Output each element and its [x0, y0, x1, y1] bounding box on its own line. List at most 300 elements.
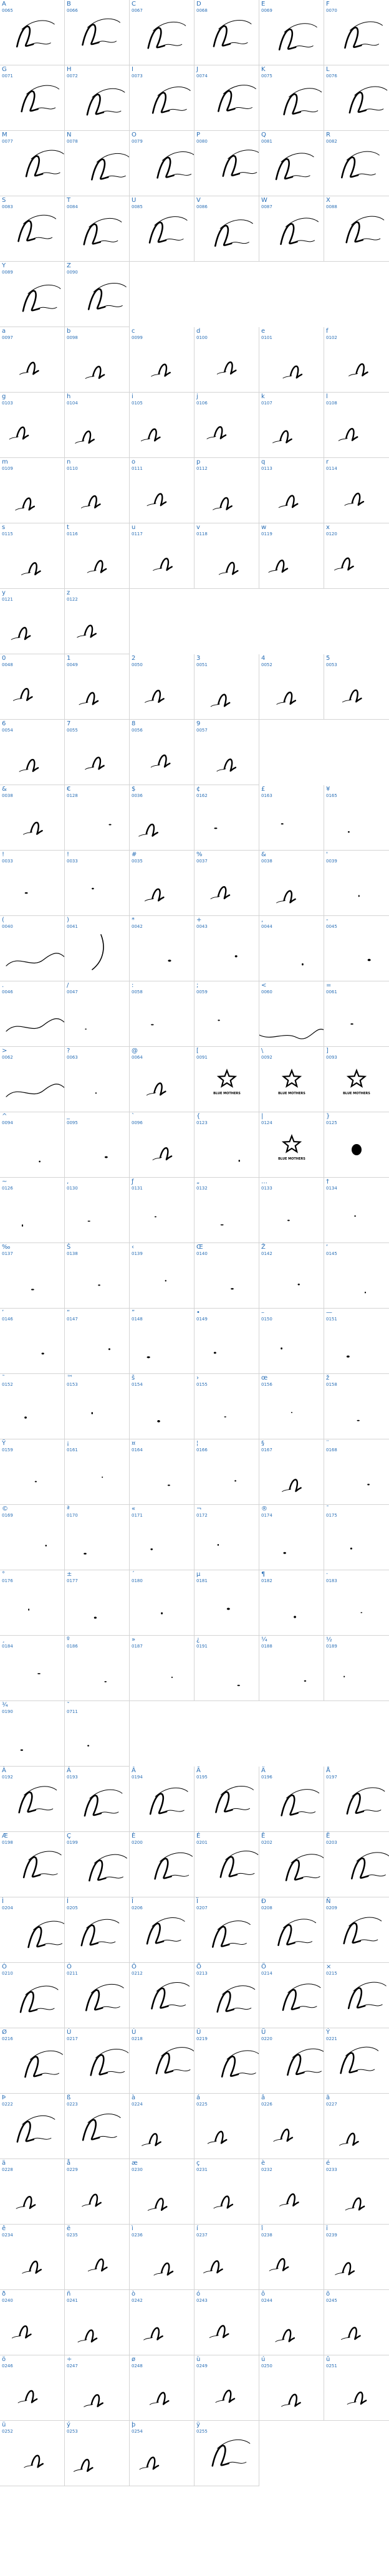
glyph-character: ‚	[67, 1178, 69, 1185]
glyph-character: *	[132, 917, 135, 923]
glyph-code: 0193	[67, 1775, 78, 1780]
glyph-code: 0181	[196, 1578, 208, 1583]
glyph-cell	[259, 196, 324, 262]
glyph-code: 0175	[326, 1513, 337, 1518]
glyph-character: ª	[67, 1505, 70, 1512]
glyph-character: W	[261, 197, 267, 204]
glyph-ink	[345, 22, 382, 48]
glyph-ink	[87, 88, 125, 115]
glyph-ink	[24, 1851, 61, 1877]
glyph-code: 0174	[261, 1513, 272, 1518]
glyph-ink	[85, 366, 104, 378]
glyph-code: 0091	[196, 1055, 208, 1060]
glyph-ink	[142, 2134, 161, 2145]
glyph-cell	[130, 2290, 194, 2355]
glyph-character: S	[2, 197, 6, 204]
glyph-cell	[0, 1832, 65, 1897]
glyph-code: 0124	[261, 1120, 272, 1125]
glyph-character: ñ	[67, 2291, 71, 2297]
glyph-cell	[324, 2290, 389, 2355]
star-label: BLUE MOTHERS	[343, 1092, 370, 1095]
glyph-character: è	[261, 2160, 266, 2167]
glyph-code: 0200	[132, 1840, 143, 1845]
glyph-ink	[18, 2391, 37, 2403]
glyph-code: 0159	[2, 1448, 13, 1453]
glyph-cell	[130, 2094, 194, 2159]
glyph-character: Û	[196, 2029, 201, 2036]
glyph-ink	[92, 935, 103, 970]
glyph-character: •	[196, 1309, 200, 1316]
glyph-character: Q	[261, 131, 266, 138]
glyph-cell	[130, 1963, 194, 2028]
glyph-character: )	[67, 917, 69, 923]
glyph-cell	[0, 1374, 65, 1439]
glyph-cell	[194, 131, 259, 196]
glyph-ink	[216, 2390, 234, 2402]
glyph-code: 0201	[196, 1840, 208, 1845]
glyph-ink	[352, 1144, 362, 1155]
glyph-cell	[0, 2355, 65, 2421]
glyph-code: 0107	[261, 401, 272, 406]
glyph-cell	[130, 1243, 194, 1309]
glyph-character: ‰	[2, 1244, 11, 1251]
glyph-ink	[213, 2440, 250, 2466]
glyph-cell	[0, 1309, 65, 1374]
glyph-code: 0054	[2, 728, 13, 733]
glyph-character: È	[132, 1833, 136, 1839]
glyph-ink	[161, 1612, 163, 1614]
glyph-character: 9	[196, 720, 201, 727]
glyph-cell	[65, 1897, 130, 1963]
glyph-character: ì	[132, 2225, 133, 2232]
glyph-code: 0192	[2, 1775, 13, 1780]
glyph-code: 0155	[196, 1382, 208, 1387]
glyph-ink	[153, 1148, 171, 1160]
glyph-cell	[194, 1374, 259, 1439]
glyph-code: 0073	[132, 74, 143, 79]
glyph-character: ¤	[132, 1440, 136, 1447]
glyph-ink	[78, 2330, 97, 2342]
glyph-cell	[0, 589, 65, 654]
glyph-character: }	[326, 1113, 330, 1120]
glyph-code: 0113	[261, 466, 272, 471]
glyph-code: 0095	[67, 1120, 78, 1125]
glyph-cell	[130, 2225, 194, 2290]
glyph-ink	[148, 2198, 166, 2210]
glyph-code: 0212	[132, 1971, 143, 1976]
glyph-ink	[283, 1984, 320, 2010]
glyph-character: Ã	[196, 1767, 201, 1774]
glyph-code: 0209	[326, 1906, 337, 1911]
glyph-code: 0092	[261, 1055, 272, 1060]
glyph-character: #	[132, 851, 137, 858]
glyph-ink	[150, 1548, 153, 1550]
glyph-character: 0	[2, 655, 6, 662]
glyph-cell	[259, 785, 324, 851]
glyph-character: à	[132, 2094, 136, 2101]
glyph-code: 0249	[196, 2364, 208, 2368]
glyph-character: ê	[2, 2225, 6, 2232]
glyph-character: ˜	[2, 1375, 5, 1381]
glyph-character: (	[2, 917, 4, 923]
glyph-cell	[65, 851, 130, 916]
glyph-cell	[194, 2421, 259, 2486]
glyph-cell	[130, 916, 194, 981]
glyph-character: [	[196, 1047, 199, 1054]
glyph-ink	[20, 363, 39, 374]
glyph-cell	[65, 1636, 130, 1701]
glyph-character: v	[196, 524, 200, 531]
glyph-character: ò	[132, 2291, 136, 2297]
glyph-ink	[155, 1853, 193, 1879]
glyph-cell	[130, 981, 194, 1047]
glyph-character: º	[67, 1636, 70, 1643]
glyph-character: ´	[132, 1571, 135, 1578]
glyph-code: 0115	[2, 532, 13, 537]
glyph-cell	[324, 851, 389, 916]
glyph-ink	[151, 365, 170, 376]
glyph-ink	[95, 1092, 97, 1094]
glyph-ink	[81, 496, 100, 508]
glyph-ink	[89, 1854, 127, 1881]
glyph-ink	[140, 2458, 158, 2469]
glyph-character: ý	[67, 2421, 70, 2428]
glyph-cell	[65, 2290, 130, 2355]
glyph-code: 0242	[132, 2298, 143, 2303]
glyph-character: C	[132, 1, 136, 7]
glyph-cell	[65, 2421, 130, 2486]
glyph-character: €	[67, 786, 71, 793]
glyph-cell	[65, 2094, 130, 2159]
glyph-cell	[0, 2225, 65, 2290]
glyph-character: D	[196, 1, 201, 7]
glyph-ink	[153, 558, 172, 570]
glyph-code: 0156	[261, 1382, 272, 1387]
glyph-code: 0058	[132, 990, 143, 995]
glyph-cell	[65, 1570, 130, 1636]
glyph-cell	[130, 65, 194, 131]
glyph-code: 0158	[326, 1382, 337, 1387]
glyph-cell	[324, 2094, 389, 2159]
glyph-character: £	[261, 786, 266, 793]
glyph-ink	[269, 560, 287, 572]
glyph-code: 0090	[67, 270, 78, 275]
glyph-character: ø	[132, 2356, 136, 2363]
glyph-character: ¿	[196, 1636, 200, 1643]
glyph-cell	[259, 523, 324, 589]
glyph-character: i	[132, 393, 133, 400]
glyph-code: 0080	[196, 139, 208, 144]
glyph-character: Æ	[2, 1833, 8, 1839]
glyph-ink	[84, 218, 122, 244]
glyph-cell	[65, 2028, 130, 2094]
glyph-code: 0108	[326, 401, 337, 406]
glyph-character: ¡	[67, 1440, 70, 1447]
glyph-code: 0204	[2, 1906, 13, 1911]
glyph-code: 0229	[67, 2167, 78, 2172]
glyph-character: ù	[196, 2356, 201, 2363]
glyph-cell	[0, 131, 65, 196]
glyph-character: U	[132, 197, 137, 204]
glyph-character: þ	[132, 2421, 136, 2428]
glyph-character: V	[196, 197, 201, 204]
glyph-code: 0243	[196, 2298, 208, 2303]
glyph-character: e	[261, 328, 266, 335]
glyph-ink	[358, 895, 360, 897]
glyph-ink	[269, 2259, 288, 2271]
glyph-ink	[352, 1853, 389, 1879]
glyph-cell	[259, 327, 324, 393]
glyph-ink	[151, 1024, 154, 1026]
glyph-ink	[278, 1071, 305, 1095]
glyph-ink	[223, 150, 259, 176]
glyph-ink	[282, 1790, 319, 1816]
glyph-cell	[324, 1963, 389, 2028]
glyph-cell	[0, 2028, 65, 2094]
glyph-code: 0236	[132, 2233, 143, 2238]
glyph-cell	[194, 1243, 259, 1309]
glyph-cell	[65, 2225, 130, 2290]
glyph-character: Ú	[132, 2029, 137, 2036]
glyph-cell	[324, 2028, 389, 2094]
glyph-code: 0237	[196, 2233, 208, 2238]
glyph-cell	[194, 785, 259, 851]
glyph-ink	[291, 1412, 292, 1413]
glyph-ink	[219, 563, 238, 575]
glyph-ink	[29, 1921, 65, 1947]
glyph-cell	[324, 1897, 389, 1963]
glyph-ink	[82, 1919, 119, 1945]
glyph-code: 0203	[326, 1840, 337, 1845]
glyph-ink	[348, 831, 350, 832]
glyph-code: 0086	[196, 204, 208, 209]
glyph-ink	[287, 2049, 324, 2075]
glyph-cell	[65, 916, 130, 981]
glyph-ink	[82, 19, 120, 45]
glyph-cell	[65, 1767, 130, 1832]
glyph-cell	[259, 1112, 324, 1178]
glyph-code: 0120	[326, 532, 337, 537]
glyph-code: 0245	[326, 2298, 337, 2303]
glyph-character: {	[196, 1113, 201, 1120]
glyph-cell	[259, 0, 324, 65]
glyph-code: 0167	[261, 1448, 272, 1453]
glyph-character: o	[132, 459, 136, 465]
glyph-character: n	[67, 459, 71, 465]
glyph-code: 0122	[67, 597, 78, 602]
glyph-cell	[0, 196, 65, 262]
glyph-cell	[130, 393, 194, 458]
glyph-code: 0207	[196, 1906, 208, 1911]
glyph-code: 0053	[326, 662, 337, 667]
glyph-character: š	[132, 1375, 135, 1381]
glyph-cell	[0, 393, 65, 458]
glyph-code: 0132	[196, 1186, 208, 1191]
glyph-cell	[0, 1767, 65, 1832]
glyph-code: 0077	[2, 139, 13, 144]
glyph-cell	[194, 654, 259, 720]
glyph-cell	[65, 1439, 130, 1505]
glyph-code: 0166	[196, 1448, 208, 1453]
glyph-character: ð	[2, 2291, 6, 2297]
glyph-code: 0037	[196, 859, 208, 864]
glyph-ink	[342, 2327, 360, 2339]
glyph-code: 0225	[196, 2102, 208, 2107]
glyph-character: Þ	[2, 2094, 6, 2101]
glyph-code: 0222	[2, 2102, 13, 2107]
glyph-ink	[37, 1673, 41, 1674]
glyph-cell	[0, 1047, 65, 1112]
glyph-ink	[217, 760, 236, 771]
glyph-ink	[25, 2051, 62, 2077]
glyph-ink	[42, 1353, 44, 1355]
glyph-cell	[0, 0, 65, 65]
glyph-code: 0186	[67, 1644, 78, 1649]
glyph-character: Ô	[132, 1963, 137, 1970]
glyph-ink	[144, 2328, 163, 2340]
glyph-code: 0254	[132, 2429, 143, 2434]
glyph-character: Ø	[2, 2029, 7, 2036]
glyph-cell	[194, 2290, 259, 2355]
glyph-cell	[130, 2159, 194, 2225]
glyph-cell	[259, 1963, 324, 2028]
glyph-code: 0140	[196, 1251, 208, 1256]
glyph-cell	[65, 981, 130, 1047]
glyph-cell	[0, 1505, 65, 1570]
glyph-ink	[276, 2330, 294, 2342]
glyph-ink	[17, 21, 54, 47]
glyph-cell	[65, 196, 130, 262]
glyph-character: u	[132, 524, 136, 531]
glyph-character: t	[67, 524, 69, 531]
glyph-ink	[171, 1677, 173, 1678]
glyph-cell	[194, 2028, 259, 2094]
glyph-cell	[0, 1570, 65, 1636]
glyph-cell	[324, 1767, 389, 1832]
glyph-cell	[0, 1112, 65, 1178]
glyph-ink	[237, 1685, 239, 1686]
glyph-code: 0206	[132, 1906, 143, 1911]
glyph-code: 0033	[2, 859, 13, 864]
glyph-code: 0131	[132, 1186, 143, 1191]
glyph-code: 0137	[2, 1251, 13, 1256]
glyph-cell	[130, 196, 194, 262]
glyph-ink	[83, 2114, 120, 2140]
glyph-code: 0089	[2, 270, 13, 275]
glyph-code: 0081	[261, 139, 272, 144]
glyph-character: :	[132, 982, 134, 989]
glyph-cell	[324, 2355, 389, 2421]
glyph-character: 8	[132, 720, 136, 727]
glyph-cell	[194, 1963, 259, 2028]
glyph-ink	[298, 1284, 300, 1286]
glyph-ink	[342, 690, 361, 702]
glyph-ink	[279, 1919, 316, 1945]
glyph-character: Ñ	[326, 1898, 331, 1905]
glyph-character: `	[132, 1113, 135, 1120]
glyph-character: —	[326, 1309, 332, 1316]
glyph-character: †	[326, 1178, 329, 1185]
glyph-cell	[130, 1439, 194, 1505]
glyph-ink	[19, 760, 38, 771]
glyph-character: N	[67, 131, 72, 138]
glyph-ink	[221, 1851, 258, 1877]
glyph-cell	[194, 2225, 259, 2290]
glyph-ink	[86, 1984, 123, 2010]
glyph-character: &	[2, 786, 7, 793]
glyph-cell	[65, 785, 130, 851]
glyph-character: <	[261, 982, 267, 989]
glyph-cell	[259, 2028, 324, 2094]
glyph-character: é	[326, 2160, 330, 2167]
glyph-ink	[213, 1071, 241, 1095]
glyph-cell	[130, 720, 194, 785]
glyph-code: 0223	[67, 2102, 78, 2107]
glyph-ink	[155, 1216, 156, 1218]
glyph-character: ¶	[261, 1571, 266, 1578]
glyph-character: ƒ	[132, 1178, 134, 1185]
glyph-cell	[259, 1374, 324, 1439]
glyph-ink	[154, 2263, 173, 2275]
glyph-code: 0150	[261, 1317, 272, 1322]
glyph-character: ‘	[326, 1244, 329, 1251]
glyph-code: 0151	[326, 1317, 337, 1322]
glyph-ink	[345, 2198, 364, 2210]
glyph-character: É	[196, 1833, 201, 1839]
glyph-cell	[0, 458, 65, 523]
glyph-cell	[65, 2159, 130, 2225]
glyph-cell	[130, 2028, 194, 2094]
glyph-code: 0051	[196, 662, 208, 667]
glyph-ink	[24, 1416, 27, 1418]
glyph-cell	[324, 1570, 389, 1636]
glyph-character: q	[261, 459, 266, 465]
glyph-cell	[324, 0, 389, 65]
glyph-cell	[65, 523, 130, 589]
glyph-character: c	[132, 328, 135, 335]
glyph-code: 0139	[132, 1251, 143, 1256]
glyph-ink	[235, 955, 238, 957]
glyph-ink	[85, 1029, 87, 1030]
glyph-code: 0195	[196, 1775, 208, 1780]
glyph-cell	[194, 458, 259, 523]
glyph-ink	[347, 2392, 366, 2404]
glyph-code: 0111	[132, 466, 143, 471]
glyph-cell	[130, 131, 194, 196]
glyph-code: 0219	[196, 2036, 208, 2041]
glyph-code: 0213	[196, 1971, 208, 1976]
glyph-ink	[216, 1786, 253, 1812]
glyph-ink	[156, 2048, 194, 2074]
glyph-character: Ó	[67, 1963, 72, 1970]
glyph-character: &	[261, 851, 266, 858]
glyph-cell	[259, 981, 324, 1047]
glyph-ink	[147, 1357, 150, 1358]
glyph-ink	[277, 692, 295, 704]
glyph-cell	[65, 65, 130, 131]
glyph-character: ®	[261, 1505, 267, 1512]
glyph-code: 0099	[132, 335, 143, 340]
glyph-ink	[21, 1749, 23, 1750]
glyph-ink	[168, 960, 171, 961]
glyph-cell	[259, 1897, 324, 1963]
glyph-ink	[91, 1412, 93, 1414]
glyph-code: 0049	[67, 662, 78, 667]
glyph-cell	[0, 2159, 65, 2225]
glyph-code: 0088	[326, 204, 337, 209]
glyph-code: 0202	[261, 1840, 272, 1845]
glyph-character: Õ	[196, 1963, 201, 1970]
